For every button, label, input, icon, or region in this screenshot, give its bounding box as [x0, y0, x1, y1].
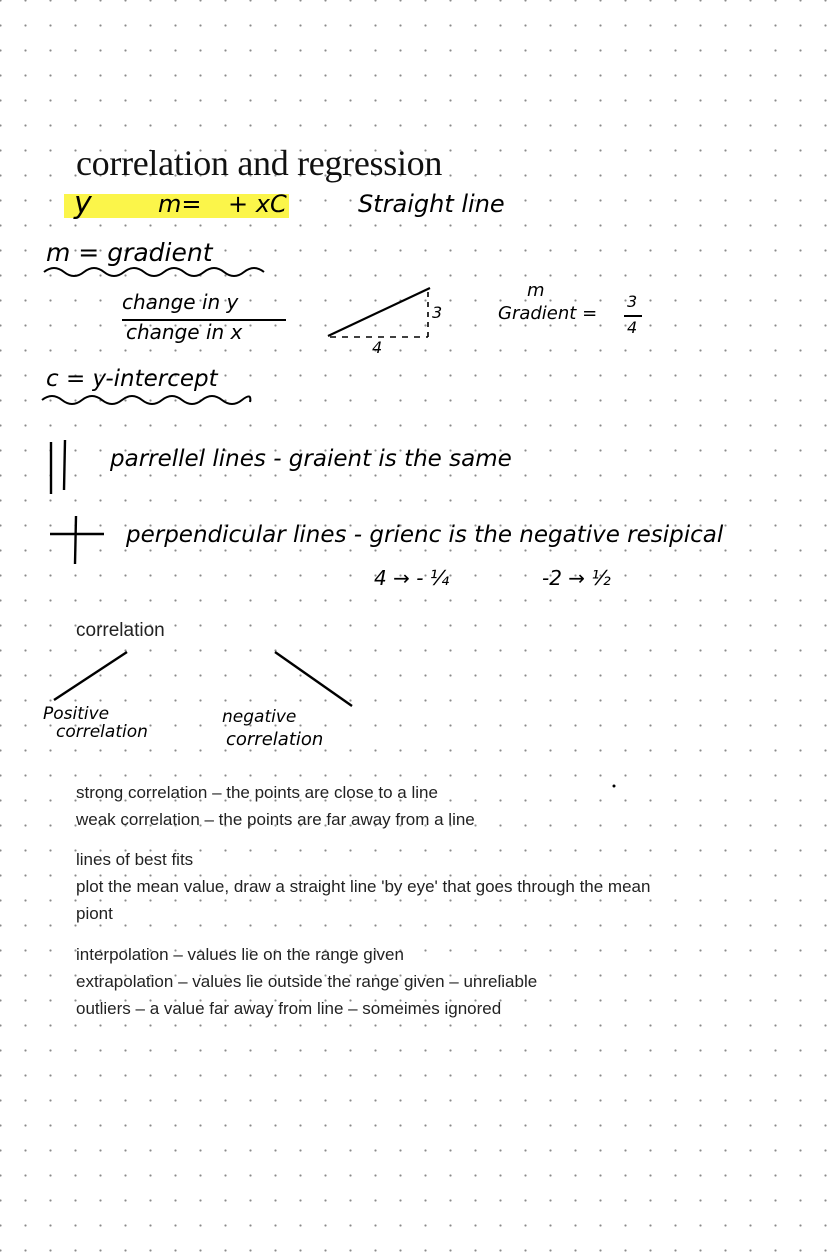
gradient-denominator: 4 — [627, 318, 638, 337]
typed-line: piont — [76, 904, 113, 923]
typed-line: interpolation – values lie on the range given — [76, 945, 404, 964]
fraction-numerator: change in y — [122, 290, 239, 314]
wavy-underline-gradient — [44, 268, 264, 276]
triangle-run: 4 — [372, 338, 383, 357]
gradient-label: Gradient = — [498, 303, 598, 324]
positive-label-1: Positive — [43, 704, 110, 724]
triangle-hypotenuse — [328, 288, 430, 336]
equation-m: m= — [158, 190, 202, 218]
typed-line: lines of best fits — [76, 850, 194, 869]
typed-line: plot the mean value, draw a straight line 'by eye' that goes through the mean — [76, 877, 651, 896]
intercept-definition: c = y-intercept — [46, 366, 218, 392]
parallel-lines-note: parrellel lines - graient is the same — [110, 446, 512, 472]
page-title: correlation and regression — [76, 143, 443, 183]
perpendicular-symbol-v — [75, 516, 76, 564]
typed-line: extrapolation – values lie outside the range given – unreliable — [76, 972, 538, 991]
typed-line: outliers – a value far away from line – someimes ignored — [76, 999, 502, 1018]
triangle-rise: 3 — [432, 303, 443, 322]
negative-label-2: correlation — [226, 729, 324, 750]
equation-y: y — [74, 186, 92, 221]
negative-correlation-line — [275, 652, 352, 706]
equation-plus-xc: + xC — [228, 190, 287, 218]
gradient-m: m — [527, 280, 545, 301]
parallel-symbol-line-2 — [64, 440, 65, 490]
positive-correlation-line — [54, 652, 127, 700]
wavy-underline-intercept — [42, 396, 250, 404]
negative-label-1: negative — [222, 707, 297, 727]
straight-line-label: Straight line — [358, 190, 505, 218]
gradient-numerator: 3 — [627, 292, 638, 311]
perp-example-1: 4 → - ¼ — [374, 566, 450, 590]
positive-label-2: correlation — [56, 722, 148, 742]
perpendicular-lines-note: perpendicular lines - grienc is the negative resipical — [126, 522, 724, 548]
gradient-definition: m = gradient — [46, 238, 213, 267]
perp-example-2: -2 → ½ — [542, 566, 611, 590]
fraction-denominator: change in x — [126, 320, 243, 344]
stray-dot — [613, 785, 616, 788]
typed-line: weak correlation – the points are far away from a line — [76, 810, 475, 829]
correlation-heading: correlation — [76, 620, 165, 641]
typed-line: strong correlation – the points are close to a line — [76, 783, 438, 802]
